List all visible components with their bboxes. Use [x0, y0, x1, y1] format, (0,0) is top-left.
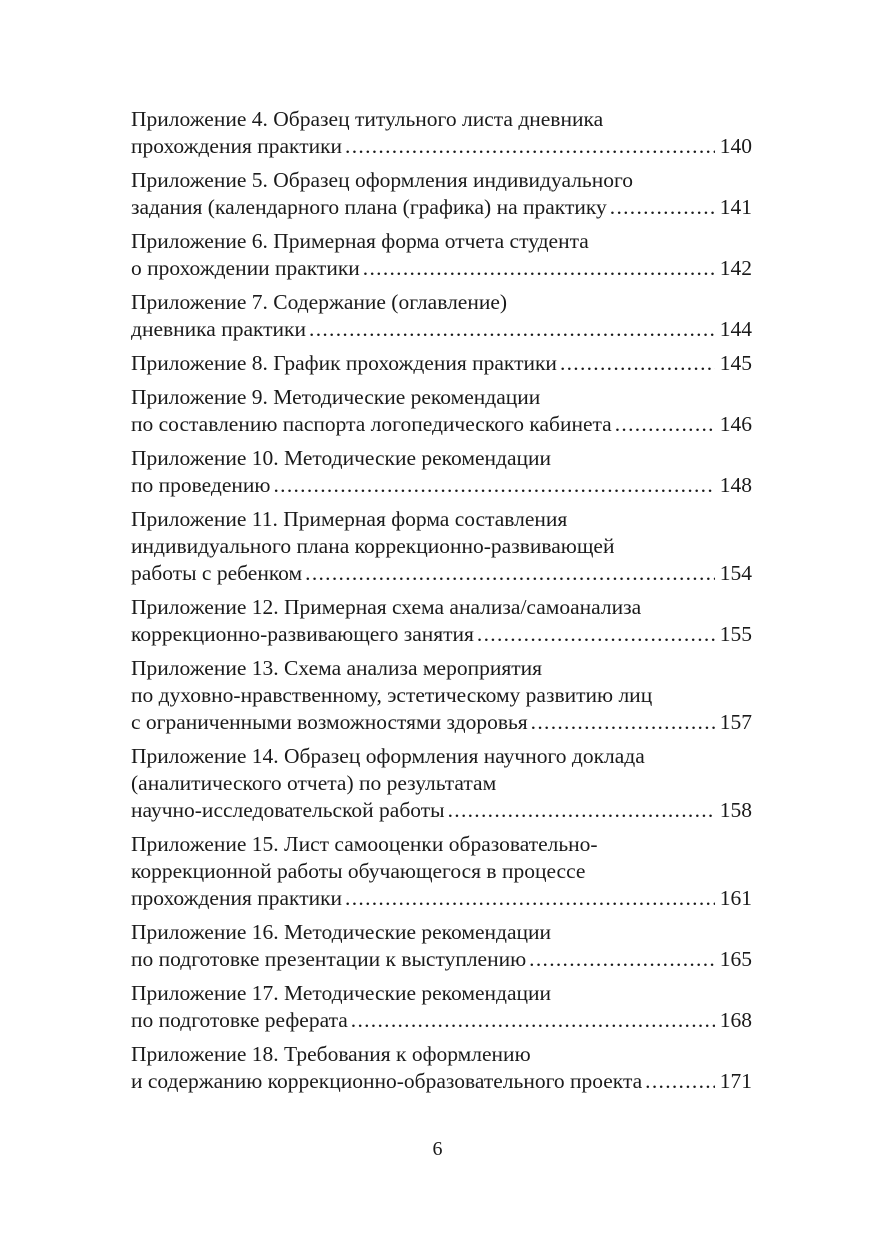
- toc-page-number: 146: [719, 412, 752, 436]
- toc-page-number: 171: [719, 1069, 752, 1093]
- toc-entry: [131, 228, 752, 282]
- toc-entry: [131, 980, 752, 1034]
- toc-entry-text: Приложение 10. Методические рекомендации: [131, 446, 552, 470]
- toc-page-number: 141: [719, 195, 752, 219]
- toc-page-number: 154: [719, 561, 752, 585]
- toc-leader-dots: [560, 350, 715, 377]
- toc-leader-dots: [531, 709, 715, 736]
- toc-entry-text: о прохождении практики: [131, 256, 360, 280]
- toc-entry: [131, 655, 752, 736]
- toc-entry-text: с ограниченными возможностями здоровья: [131, 710, 528, 734]
- toc-entry-text: Приложение 4. Образец титульного листа дневника: [131, 107, 604, 131]
- toc-entry-text: Приложение 13. Схема анализа мероприятия: [131, 656, 543, 680]
- toc-entry-last-line: [131, 316, 752, 343]
- toc-entry-text: Приложение 9. Методические рекомендации: [131, 385, 541, 409]
- toc-entry: [131, 594, 752, 648]
- toc-entry-text: Приложение 12. Примерная схема анализа/самоанализа: [131, 595, 642, 619]
- toc-entry: [131, 289, 752, 343]
- toc-entry-last-line: [131, 1068, 752, 1095]
- toc-page-number: 165: [719, 947, 752, 971]
- toc-entry: [131, 445, 752, 499]
- toc-leader-dots: [610, 194, 715, 221]
- toc-leader-dots: [529, 946, 715, 973]
- toc-entry-text: Приложение 18. Требования к оформлению: [131, 1042, 531, 1066]
- toc-entry-last-line: [131, 472, 752, 499]
- toc-entry-text: по проведению: [131, 473, 271, 497]
- toc-leader-dots: [645, 1068, 715, 1095]
- toc-entry-text: дневника практики: [131, 317, 307, 341]
- toc-leader-dots: [309, 316, 715, 343]
- toc-entry-text: и содержанию коррекционно-образовательного проекта: [131, 1069, 643, 1093]
- page-number: 6: [432, 1138, 443, 1160]
- toc-page-number: 155: [719, 622, 752, 646]
- toc-entry-last-line: [131, 885, 752, 912]
- toc-entry-text: Приложение 8. График прохождения практики: [131, 351, 557, 375]
- toc-entry: [131, 384, 752, 438]
- toc-entry-text: задания (календарного плана (графика) на практику: [131, 195, 607, 219]
- toc-leader-dots: [615, 411, 715, 438]
- toc-entry-text: прохождения практики: [131, 134, 343, 158]
- toc-entry-text: прохождения практики: [131, 886, 343, 910]
- toc-entry-text: индивидуального плана коррекционно-развивающей: [131, 534, 615, 558]
- toc-leader-dots: [345, 885, 715, 912]
- toc-leader-dots: [345, 133, 715, 160]
- toc-entry: [131, 1041, 752, 1095]
- toc-entry-last-line: [131, 255, 752, 282]
- toc-leader-dots: [351, 1007, 715, 1034]
- toc-entry-last-line: [131, 709, 752, 736]
- toc-entry-text: научно-исследовательской работы: [131, 798, 445, 822]
- toc-leader-dots: [363, 255, 715, 282]
- toc-entry-text: по составлению паспорта логопедического кабинета: [131, 412, 612, 436]
- toc-entry-text: (аналитического отчета) по результатам: [131, 771, 497, 795]
- toc-page-number: 140: [719, 134, 752, 158]
- toc-entry: [131, 831, 752, 912]
- toc-entry-text: коррекционной работы обучающегося в процессе: [131, 859, 586, 883]
- toc-entry-last-line: [131, 797, 752, 824]
- toc-page-number: 142: [719, 256, 752, 280]
- toc-entry: [131, 506, 752, 587]
- toc-page-number: 168: [719, 1008, 752, 1032]
- toc-leader-dots: [273, 472, 714, 499]
- table-of-contents: [131, 106, 752, 1102]
- toc-entry-last-line: [131, 194, 752, 221]
- toc-entry-text: Приложение 16. Методические рекомендации: [131, 920, 552, 944]
- toc-entry: [131, 167, 752, 221]
- toc-entry-last-line: [131, 1007, 752, 1034]
- toc-entry-text: Приложение 11. Примерная форма составления: [131, 507, 568, 531]
- toc-page-number: 161: [719, 886, 752, 910]
- toc-entry-last-line: [131, 133, 752, 160]
- toc-page-number: 144: [719, 317, 752, 341]
- toc-entry-last-line: [131, 411, 752, 438]
- toc-entry-text: по подготовке презентации к выступлению: [131, 947, 527, 971]
- toc-leader-dots: [448, 797, 715, 824]
- toc-leader-dots: [305, 560, 715, 587]
- toc-entry-text: Приложение 15. Лист самооценки образовательно-: [131, 832, 598, 856]
- toc-entry-text: Приложение 14. Образец оформления научного доклада: [131, 744, 645, 768]
- toc-entry-text: Приложение 7. Содержание (оглавление): [131, 290, 508, 314]
- toc-entry-last-line: [131, 621, 752, 648]
- toc-entry: [131, 743, 752, 824]
- toc-entry-last-line: [131, 350, 752, 377]
- toc-page-number: 145: [719, 351, 752, 375]
- toc-entry: [131, 106, 752, 160]
- toc-entry-text: коррекционно-развивающего занятия: [131, 622, 474, 646]
- toc-entry: [131, 350, 752, 377]
- toc-entry-text: Приложение 5. Образец оформления индивидуального: [131, 168, 634, 192]
- toc-entry-text: Приложение 17. Методические рекомендации: [131, 981, 552, 1005]
- toc-entry-text: работы с ребенком: [131, 561, 303, 585]
- toc-entry-text: Приложение 6. Примерная форма отчета студента: [131, 229, 589, 253]
- toc-entry-text: по духовно-нравственному, эстетическому развитию лиц: [131, 683, 653, 707]
- toc-page-number: 158: [719, 798, 752, 822]
- toc-entry-last-line: [131, 560, 752, 587]
- toc-entry-text: по подготовке реферата: [131, 1008, 348, 1032]
- toc-entry-last-line: [131, 946, 752, 973]
- toc-page-number: 148: [719, 473, 752, 497]
- toc-entry: [131, 919, 752, 973]
- toc-leader-dots: [477, 621, 715, 648]
- toc-page-number: 157: [719, 710, 752, 734]
